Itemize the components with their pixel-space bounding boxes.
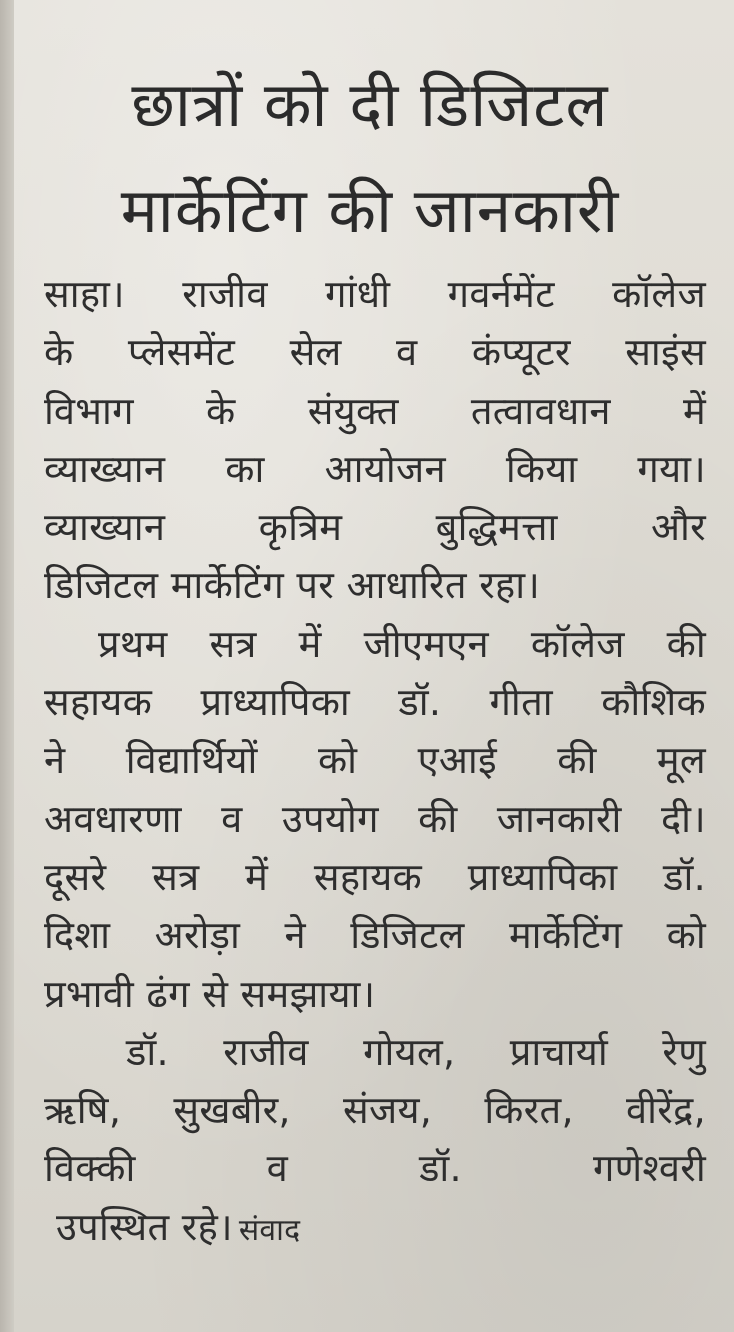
article-line: अवधारणा व उपयोग की जानकारी दी। (44, 796, 706, 841)
article-line: व्याख्यान का आयोजन किया गया। (44, 446, 706, 491)
article-body (44, 265, 706, 1256)
article-line: डॉ. राजीव गोयल, प्राचार्या रेणु (126, 1029, 706, 1074)
article-last-line (44, 1198, 706, 1256)
article-line: ने विद्यार्थियों को एआई की मूल (44, 738, 706, 783)
byline-credit: संवाद (238, 1212, 301, 1248)
article-line: साहा। राजीव गांधी गवर्नमेंट कॉलेज (44, 272, 706, 316)
article-line: दिशा अरोड़ा ने डिजिटल मार्केटिंग को (44, 913, 706, 958)
headline (40, 52, 700, 264)
article-line: ऋषि, सुखबीर, संजय, किरत, वीरेंद्र, (44, 1088, 706, 1133)
article-line: सहायक प्राध्यापिका डॉ. गीता कौशिक (44, 680, 706, 725)
article-line: दूसरे सत्र में सहायक प्राध्यापिका डॉ. (44, 854, 706, 899)
article-line: प्रथम सत्र में जीएमएन कॉलेज की (98, 621, 706, 666)
article-line: विभाग के संयुक्त तत्वावधान में (44, 388, 706, 433)
article-line: उपस्थित रहे। (56, 1204, 233, 1249)
clipping-left-edge (0, 0, 14, 1332)
article-line: विक्की व डॉ. गणेश्वरी (44, 1146, 706, 1191)
headline-line-2: मार्केटिंग की जानकारी (120, 174, 620, 247)
article-line: व्याख्यान कृत्रिम बुद्धिमत्ता और (44, 505, 706, 550)
article-line: के प्लेसमेंट सेल व कंप्यूटर साइंस (44, 330, 706, 375)
headline-line-1: छात्रों को दी डिजिटल (131, 68, 609, 141)
article-line: डिजिटल मार्केटिंग पर आधारित रहा। (44, 563, 541, 608)
article-line: प्रभावी ढंग से समझाया। (44, 971, 376, 1016)
